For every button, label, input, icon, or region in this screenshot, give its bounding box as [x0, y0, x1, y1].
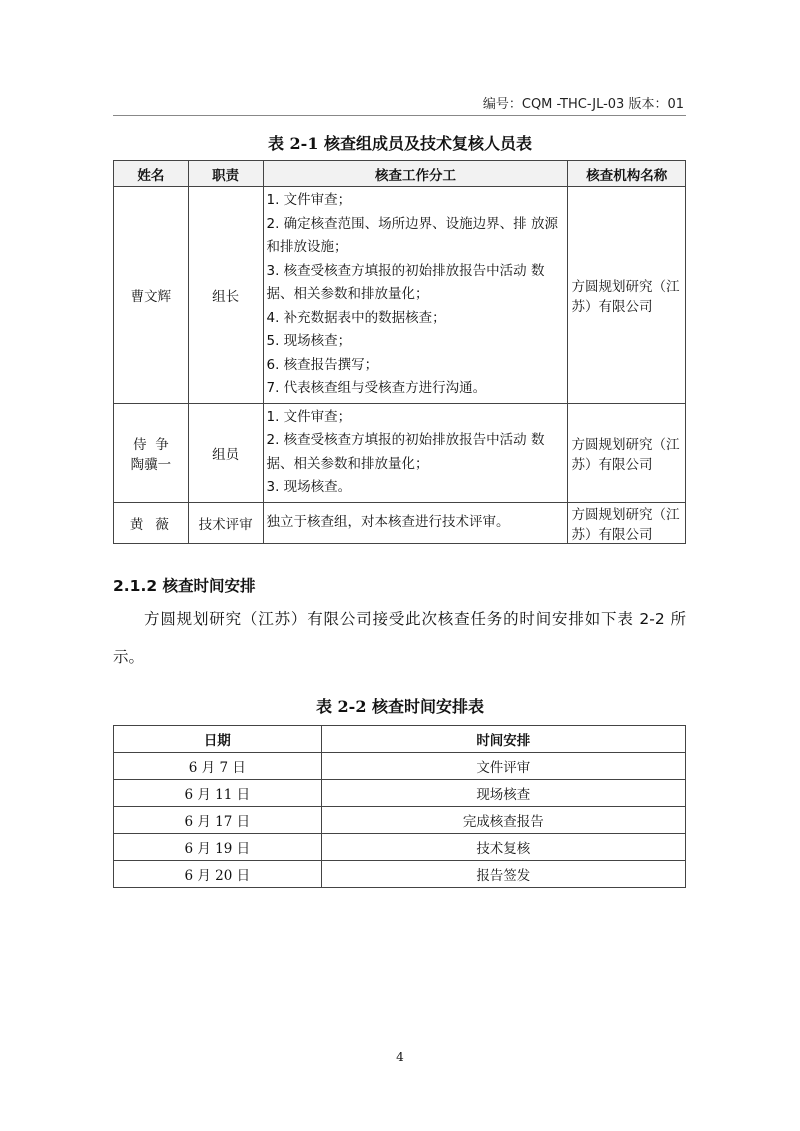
table-row	[114, 187, 686, 404]
body-paragraph: 方圆规划研究（江苏）有限公司接受此次核查任务的时间安排如下表 2-2 所示。	[113, 610, 686, 666]
schedule-table	[113, 725, 686, 888]
task-line: 3. 现场核查。	[266, 479, 352, 495]
task-line: 2. 确定核查范围、场所边界、设施边界、排 放源	[266, 215, 558, 232]
table-row	[114, 780, 686, 807]
table-row	[114, 502, 686, 543]
header-rule	[113, 115, 686, 116]
member-tasks	[263, 187, 568, 404]
task-line: 4. 补充数据表中的数据核查；	[266, 309, 446, 326]
name-line: 陶骥一	[130, 456, 172, 473]
task-line: 2. 核查受核查方填报的初始排放报告中活动 数	[266, 432, 545, 448]
table-header-row	[114, 161, 686, 187]
task-line: 据、相关参数和排放量化；	[266, 286, 429, 302]
column-header: 日期	[114, 726, 322, 753]
member-role: 组员	[188, 403, 263, 502]
name-line: 侍 争	[133, 436, 169, 453]
page-number: 4	[396, 1050, 404, 1064]
org-line: 苏）有限公司	[571, 456, 653, 473]
task-line: 7. 代表核查组与受核查方进行沟通。	[266, 380, 487, 396]
member-tasks	[263, 403, 568, 502]
table-2-2-title: 表 2-2 核查时间安排表	[315, 697, 485, 716]
schedule-date: 6 月 7 日	[114, 753, 322, 780]
org-line: 方圆规划研究（江	[571, 278, 680, 295]
org-line: 方圆规划研究（江	[571, 506, 680, 523]
schedule-date: 6 月 19 日	[114, 834, 322, 861]
table-row	[114, 861, 686, 888]
member-name: 曹文辉	[114, 187, 189, 404]
task-line: 1. 文件审查；	[266, 408, 352, 425]
table-row	[114, 753, 686, 780]
schedule-date: 6 月 17 日	[114, 807, 322, 834]
table-row	[114, 807, 686, 834]
task-line: 和排放设施；	[266, 239, 348, 255]
schedule-item: 完成核查报告	[321, 807, 685, 834]
staff-table	[113, 160, 686, 544]
schedule-item: 文件评审	[321, 753, 685, 780]
task-line: 6. 核查报告撰写；	[266, 356, 379, 373]
member-role: 技术评审	[188, 502, 263, 543]
column-header: 核查工作分工	[263, 161, 568, 187]
schedule-item: 现场核查	[321, 780, 685, 807]
member-name	[114, 403, 189, 502]
organization-name	[568, 187, 686, 404]
member-name: 黄薇	[114, 502, 189, 543]
table-row	[114, 403, 686, 502]
column-header: 核查机构名称	[568, 161, 686, 187]
organization-name	[568, 403, 686, 502]
column-header: 时间安排	[321, 726, 685, 753]
section-heading: 2.1.2 核查时间安排	[113, 577, 256, 595]
column-header: 职责	[188, 161, 263, 187]
task-line: 独立于核查组，对本核查进行技术评审。	[266, 513, 510, 530]
table-2-1-title: 表 2-1 核查组成员及技术复核人员表	[267, 134, 533, 153]
org-line: 苏）有限公司	[571, 298, 653, 315]
task-line: 3. 核查受核查方填报的初始排放报告中活动 数	[266, 262, 545, 279]
task-line: 5. 现场核查；	[266, 333, 352, 349]
org-line: 方圆规划研究（江	[571, 436, 680, 453]
document-code: 编号：CQM -THC-JL-03 版本：01	[482, 97, 684, 112]
schedule-item: 技术复核	[321, 834, 685, 861]
schedule-date: 6 月 20 日	[114, 861, 322, 888]
member-tasks	[263, 502, 568, 543]
table-row	[114, 834, 686, 861]
organization-name	[568, 502, 686, 543]
column-header: 姓名	[114, 161, 189, 187]
member-role: 组长	[188, 187, 263, 404]
table-header-row	[114, 726, 686, 753]
schedule-item: 报告签发	[321, 861, 685, 888]
task-line: 据、相关参数和排放量化；	[266, 455, 429, 472]
schedule-date: 6 月 11 日	[114, 780, 322, 807]
org-line: 苏）有限公司	[571, 526, 653, 543]
task-line: 1. 文件审查；	[266, 192, 352, 208]
